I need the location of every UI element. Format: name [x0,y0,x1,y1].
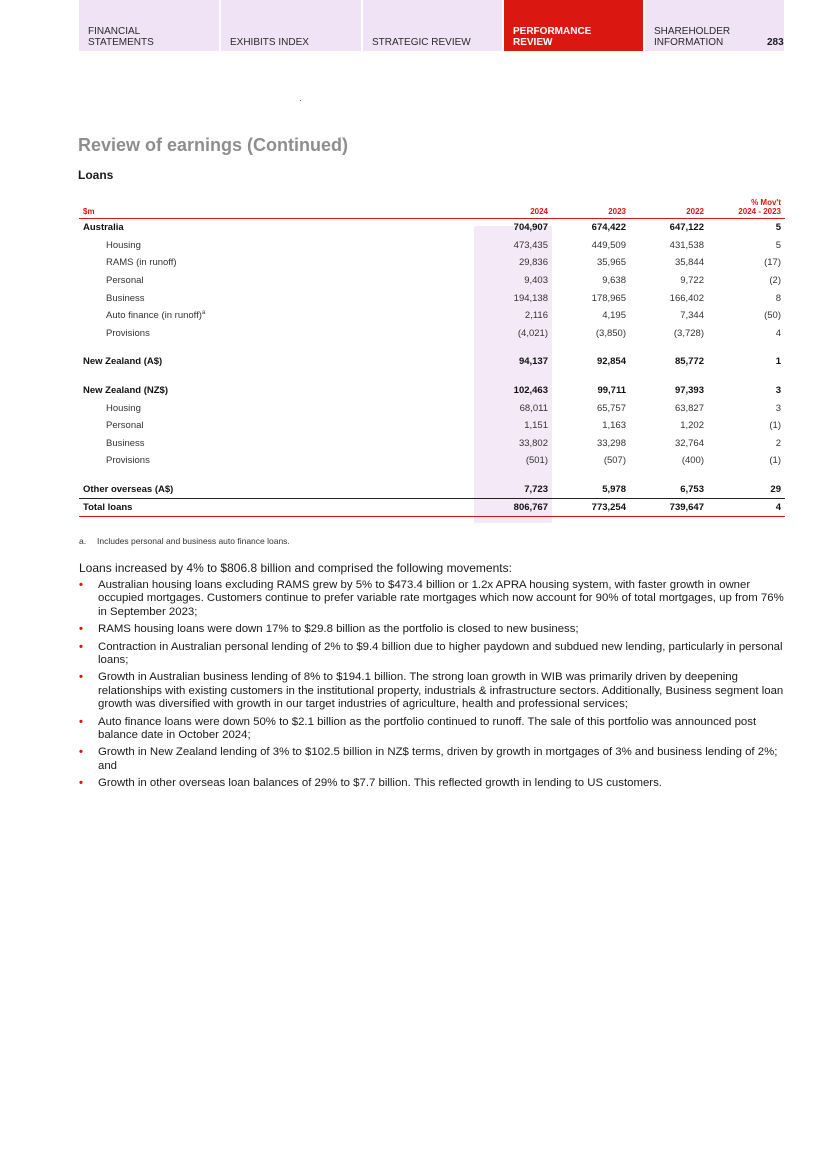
cell-2022: 6,753 [630,481,708,499]
cell-2022: 166,402 [669,292,704,304]
table-row [79,219,785,237]
cell-movement: (50) [764,310,781,322]
bullet-icon: • [79,746,83,759]
row-label: New Zealand (NZ$) [83,385,168,397]
row-label: Business [106,437,145,449]
cell-2024: 94,137 [518,356,548,368]
table-header-row [79,198,785,219]
cell-2023: 99,711 [597,385,626,397]
bullet-text: Growth in New Zealand lending of 3% to $102.5 billion in NZ$ terms, driven by growth in mortgages of 3% and business lending of 2%; and [98,746,778,772]
row-label: Personal [106,275,144,287]
footnote [79,536,290,546]
cell-2022: 739,647 [630,499,708,517]
footnote-letter: a. [79,536,87,546]
cell-2022: (400) [681,455,704,467]
row-label: Total loans [79,499,474,517]
tab-label: SHAREHOLDER INFORMATION [654,26,731,48]
table-row [79,382,785,400]
loans-table [79,198,785,517]
list-item [79,641,784,668]
cell-2023: (3,850) [595,327,626,339]
bullet-text: RAMS housing loans were down 17% to $29.8 billion as the portfolio is closed to new business; [98,623,579,636]
spacer-row [79,342,785,353]
cell-2023: 674,422 [591,222,626,234]
cell-2023: 65,757 [596,402,626,414]
cell-movement: 1 [775,356,781,368]
spacer-cell [79,371,785,382]
cell-movement: (1) [769,455,781,467]
bullet-icon: • [79,671,83,684]
table-row [79,254,785,272]
cell-2024: 33,802 [518,437,548,449]
spacer-row [79,371,785,382]
cell-2022: 9,722 [680,275,704,287]
cell-2022: 97,393 [674,385,704,397]
cell-movement: 3 [775,385,781,397]
row-label: Australia [83,222,124,234]
cell-2022: 35,844 [674,257,704,269]
cell-2023: 773,254 [552,499,630,517]
row-label: Other overseas (A$) [79,481,474,499]
cell-movement: 5 [775,222,781,234]
cell-movement: (2) [769,275,781,287]
cell-2024: 704,907 [513,222,548,234]
spacer-row [79,470,785,481]
row-label: Business [106,292,145,304]
row-label: Personal [106,420,144,432]
cell-2023: 449,509 [591,239,626,251]
spacer-cell [79,470,785,481]
table-total-row [79,499,785,517]
table-row [79,325,785,343]
cell-movement: 5 [775,239,781,251]
decorative-dot [300,100,301,101]
tab-strategic-review[interactable] [363,0,502,51]
footnote-text: Includes personal and business auto finance loans. [97,536,290,546]
bullet-text: Growth in Australian business lending of 8% to $194.1 billion. The strong loan growth in WIB was primarily driven by deepening relationships with existing customers in the institutional property, industrials & infrastructure sectors. Additionally, Business segment loan growth was diversified with growth in our target industries of agriculture, health and professional services; [98,671,784,711]
table-row [79,399,785,417]
cell-2024: 9,403 [524,275,548,287]
header-movement-line2: 2024 - 2023 [738,207,781,216]
row-label-cell [79,307,474,325]
bullet-icon: • [79,623,83,636]
list-item [79,623,784,636]
cell-2024: 1,151 [524,420,548,432]
cell-2022: 647,122 [669,222,704,234]
cell-movement: (1) [769,420,781,432]
header-2022: 2022 [686,207,704,216]
spacer-cell [79,342,785,353]
cell-2022: 7,344 [680,310,704,322]
cell-2022: 32,764 [674,437,704,449]
header-movement-line1: % Mov't [751,198,781,207]
loans-table-container [79,198,785,517]
row-label: Provisions [106,327,150,339]
bullet-text: Auto finance loans were down 50% to $2.1 billion as the portfolio continued to runoff. The sale of this portfolio was announced post balance date in October 2024; [98,715,757,742]
cell-2024: 29,836 [518,257,548,269]
table-row [79,289,785,307]
cell-2023: 5,978 [552,481,630,499]
cell-movement: 4 [708,499,785,517]
bullet-icon: • [79,777,83,790]
tab-exhibits-index[interactable] [221,0,361,51]
page-number: 283 [767,37,784,48]
tab-label: STRATEGIC REVIEW [372,37,471,48]
bullet-icon: • [79,715,83,728]
row-label: RAMS (in runoff) [106,257,177,269]
movement-bullet-list [79,579,784,795]
list-item [79,716,784,743]
cell-2023: 92,854 [596,356,626,368]
header-2023: 2023 [608,207,626,216]
table-row [79,452,785,470]
bullet-text: Australian housing loans excluding RAMS grew by 5% to $473.4 billion or 1.2x APRA housing system, with faster growth in owner occupied mortgages. Customers continue to prefer variable rate mortgages which now account for 90% of total mortgages, up from 76% in September 2023; [98,579,784,618]
section-title: Loans [78,168,114,182]
cell-2024: (501) [525,455,548,467]
tab-shareholder-information[interactable] [645,0,784,51]
row-label: Housing [106,402,141,414]
bullet-text: Growth in other overseas loan balances of 29% to $7.7 billion. This reflected growth in lending to US customers. [98,777,662,790]
cell-movement: (17) [764,257,781,269]
list-item [79,579,784,619]
row-label: New Zealand (A$) [83,356,163,368]
cell-2022: 1,202 [680,420,704,432]
list-item [79,746,784,773]
table-row [79,272,785,290]
table-row [79,353,785,371]
tab-performance-review[interactable] [504,0,643,51]
cell-2022: 63,827 [674,402,704,414]
cell-2022: 431,538 [669,239,704,251]
table-row [79,237,785,255]
cell-2023: 35,965 [596,257,626,269]
top-navigation [79,0,784,51]
tab-label: EXHIBITS INDEX [230,37,309,48]
tab-financial-statements[interactable] [79,0,219,51]
list-item [79,777,784,790]
table-row [79,307,785,325]
cell-movement: 4 [775,327,781,339]
cell-2022: (3,728) [673,327,704,339]
cell-2023: 1,163 [602,420,626,432]
intro-paragraph: Loans increased by 4% to $806.8 billion and comprised the following movements: [79,561,512,575]
tab-label: FINANCIAL STATEMENTS [88,26,154,48]
cell-2024: 194,138 [513,292,548,304]
bullet-text: Contraction in Australian personal lending of 2% to $9.4 billion due to higher paydown and subdued new lending, particularly in personal loans; [98,640,783,667]
cell-2023: 178,965 [591,292,626,304]
row-label: Housing [106,239,141,251]
header-label: $m [83,207,95,216]
cell-2024: 68,011 [519,402,548,414]
table-row [79,417,785,435]
cell-2024: 2,116 [524,310,548,322]
row-label: Provisions [106,455,150,467]
cell-movement: 8 [775,292,781,304]
cell-movement: 2 [775,437,781,449]
footnote-marker: a [201,310,206,317]
bullet-icon: • [79,640,83,653]
cell-2024: 102,463 [513,385,548,397]
cell-2022: 85,772 [674,356,704,368]
cell-2023: 33,298 [596,437,626,449]
list-item [79,671,784,711]
page-title: Review of earnings (Continued) [78,135,349,155]
cell-2024: 7,723 [474,481,552,499]
tab-label: PERFORMANCE REVIEW [513,26,592,48]
bullet-icon: • [79,579,83,591]
cell-2023: (507) [603,455,626,467]
table-row [79,481,785,499]
cell-2024: 806,767 [474,499,552,517]
row-label: Auto finance (in runoff) [106,310,202,322]
cell-2023: 9,638 [602,275,626,287]
header-movement [708,198,785,219]
header-2024: 2024 [530,207,548,216]
cell-movement: 29 [708,481,785,499]
cell-2024: (4,021) [517,327,548,339]
cell-movement: 3 [775,402,781,414]
table-row [79,435,785,453]
cell-2023: 4,195 [602,310,626,322]
cell-2024: 473,435 [513,239,548,251]
